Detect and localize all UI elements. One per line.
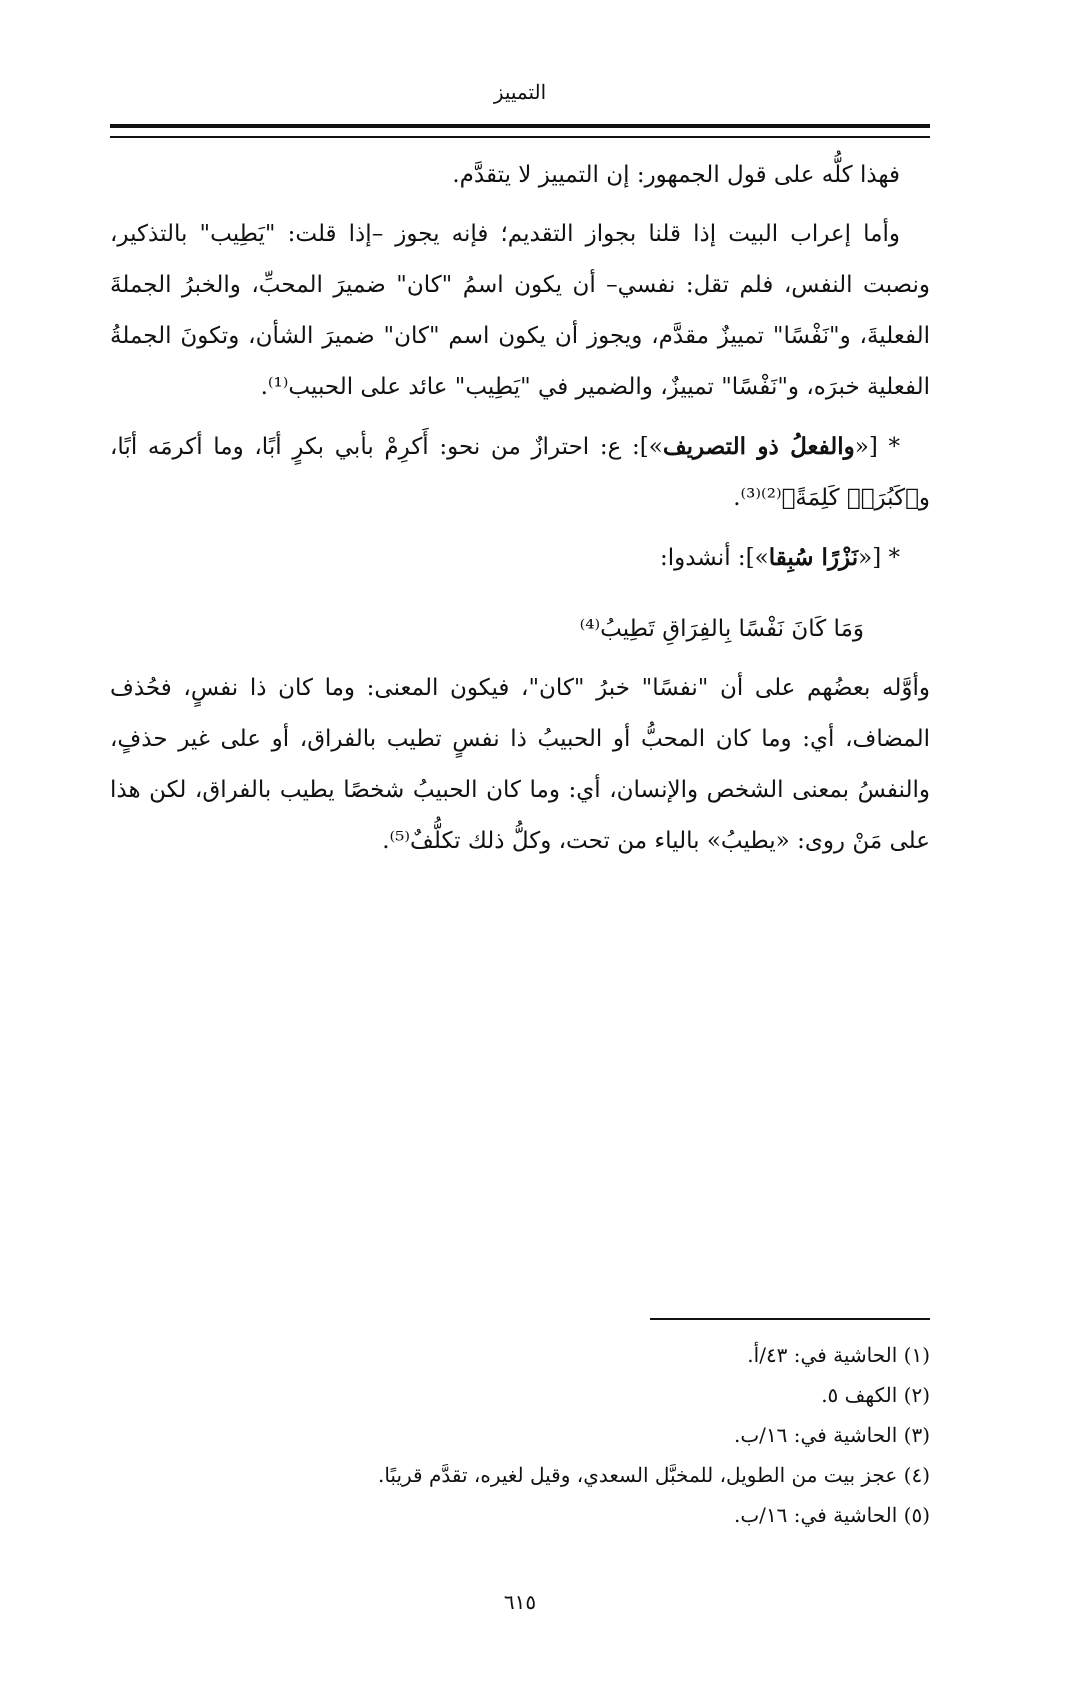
p3-rest: »]: ع: احترازٌ من نحو: أَكرِمْ بأبي بكرٍ أبًا، وما أكرمَه أبًا، و﴿كَبُرَتۡ كَلِمَةً﴾⁽²⁾⁽³⁾.	[110, 434, 930, 511]
paragraph-4	[110, 532, 930, 584]
footnote-5: (٥) الحاشية في: ١٦/ب.	[734, 1503, 930, 1527]
footnote-2: (٢) الكهف ٥.	[821, 1383, 930, 1407]
paragraph-3	[110, 421, 930, 524]
page-number: ٦١٥	[503, 1590, 537, 1614]
p4-rest: »]: أنشدوا:	[659, 545, 769, 571]
footnote-4: (٤) عجز بيت من الطويل، للمخبَّل السعدي، وقيل لغيره، تقدَّم قريبًا.	[377, 1463, 930, 1487]
paragraph-2: وأما إعراب البيت إذا قلنا بجواز التقديم؛ فإنه يجوز –إذا قلت: "يَطِيب" بالتذكير، ونصبت النفس، فلم تقل: نفسي– أن يكون اسمُ "كان" ضميرَ المحبِّ، والخبرُ الجملةَ الفعليةَ، و"نَفْسًا" تمييزٌ مقدَّم، ويجوز أن يكون اسم "كان" ضميرَ الشأن، وتكونَ الجملةُ الفعلية خبرَه، و"نَفْسًا" تمييزٌ، والضمير في "يَطِيب" عائد على الحبيب⁽¹⁾.	[110, 221, 930, 400]
main-text	[110, 150, 930, 875]
p3-bold-term: والفعلُ ذو التصريف	[662, 433, 855, 460]
running-header: التمييز	[493, 80, 547, 104]
p4-prefix: * [«	[858, 545, 900, 571]
footnotes	[110, 1335, 930, 1535]
footnote-separator	[650, 1318, 930, 1320]
paragraph-1: فهذا كلُّه على قول الجمهور: إن التمييز لا يتقدَّم.	[452, 162, 900, 188]
p3-prefix: * [«	[854, 434, 901, 460]
footnote-1: (١) الحاشية في: ٤٣/أ.	[747, 1343, 930, 1367]
header-rule-thick	[110, 124, 930, 128]
p4-bold-term: نَزْرًا سُبِقا	[768, 544, 859, 571]
header-rule-thin	[110, 136, 930, 138]
verse-line: وَمَا كَانَ نَفْسًا بِالفِرَاقِ تَطِيبُ⁽⁴⁾	[579, 616, 864, 642]
paragraph-5: وأوَّله بعضُهم على أن "نفسًا" خبرُ "كان"، فيكون المعنى: وما كان ذا نفسٍ، فحُذف المضاف، أي: وما كان المحبُّ أو الحبيبُ ذا نفسٍ تطيب بالفراق، أو على غير حذفٍ، والنفسُ بمعنى الشخص والإنسان، أي: وما كان الحبيبُ شخصًا يطيب بالفراق، لكن هذا على مَنْ روى: «يطيبُ» بالياء من تحت، وكلُّ ذلك تكلُّفٌ⁽⁵⁾.	[110, 675, 930, 854]
footnote-3: (٣) الحاشية في: ١٦/ب.	[734, 1423, 930, 1447]
